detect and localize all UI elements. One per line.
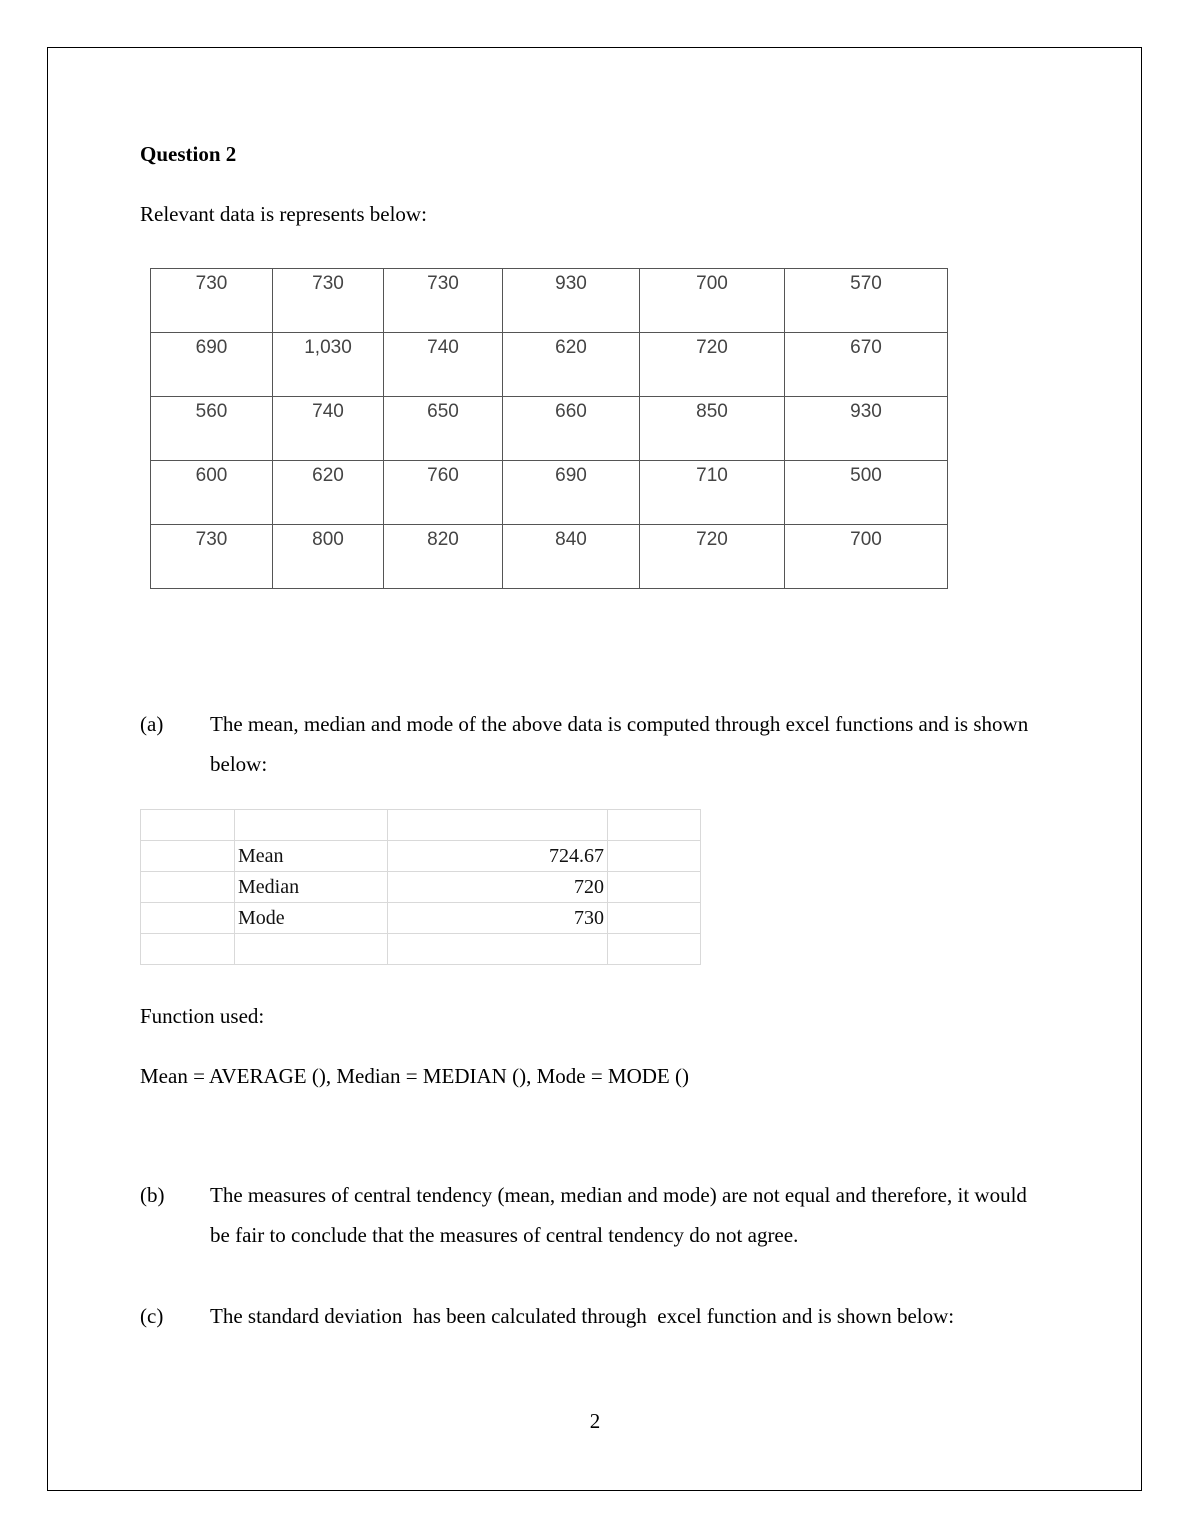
part-c-marker: (c) xyxy=(140,1304,164,1328)
table-cell: 730 xyxy=(384,269,503,333)
table-cell: 620 xyxy=(503,333,640,397)
part-a xyxy=(140,704,1040,784)
table-cell: 930 xyxy=(503,269,640,333)
table-cell: 800 xyxy=(273,525,384,589)
part-b-marker: (b) xyxy=(140,1183,165,1207)
table-cell: 850 xyxy=(640,397,785,461)
table-cell: 620 xyxy=(273,461,384,525)
table-cell: 840 xyxy=(503,525,640,589)
table-cell: 730 xyxy=(273,269,384,333)
table-cell: 730 xyxy=(151,269,273,333)
page-number: 2 xyxy=(589,1409,601,1433)
stats-table xyxy=(140,809,701,965)
part-c xyxy=(140,1296,1060,1336)
table-row xyxy=(141,903,701,934)
table-row xyxy=(151,525,948,589)
table-row xyxy=(141,810,701,841)
table-row xyxy=(151,333,948,397)
table-cell: 650 xyxy=(384,397,503,461)
table-cell: 700 xyxy=(640,269,785,333)
table-cell: 720 xyxy=(640,525,785,589)
functions-text: Mean = AVERAGE (), Median = MEDIAN (), Mode = MODE () xyxy=(140,1064,689,1088)
median-label: Median xyxy=(235,872,388,903)
table-cell: 1,030 xyxy=(273,333,384,397)
table-row xyxy=(151,461,948,525)
mode-value: 730 xyxy=(388,903,608,934)
table-cell: 930 xyxy=(785,397,948,461)
median-value: 720 xyxy=(388,872,608,903)
table-cell: 720 xyxy=(640,333,785,397)
table-cell: 560 xyxy=(151,397,273,461)
mode-label: Mode xyxy=(235,903,388,934)
function-used-label: Function used: xyxy=(140,1004,265,1028)
table-row xyxy=(151,397,948,461)
question-heading: Question 2 xyxy=(140,142,237,166)
part-b-text: The measures of central tendency (mean, median and mode) are not equal and therefore, it would be fair to conclude that the measures of central tendency do not agree. xyxy=(210,1183,1027,1247)
table-row xyxy=(141,934,701,965)
part-b xyxy=(140,1175,1040,1255)
table-cell: 600 xyxy=(151,461,273,525)
intro-text: Relevant data is represents below: xyxy=(140,202,427,226)
table-cell: 730 xyxy=(151,525,273,589)
data-table xyxy=(150,268,948,589)
part-a-marker: (a) xyxy=(140,712,164,736)
part-c-text: The standard deviation has been calculated through excel function and is shown below: xyxy=(210,1304,955,1328)
table-cell: 660 xyxy=(503,397,640,461)
table-row xyxy=(141,841,701,872)
table-cell: 710 xyxy=(640,461,785,525)
part-a-text: The mean, median and mode of the above data is computed through excel functions and is shown below: xyxy=(210,712,1029,776)
table-cell: 740 xyxy=(384,333,503,397)
table-cell: 740 xyxy=(273,397,384,461)
mean-label: Mean xyxy=(235,841,388,872)
table-cell: 670 xyxy=(785,333,948,397)
table-cell: 570 xyxy=(785,269,948,333)
table-cell: 760 xyxy=(384,461,503,525)
table-cell: 500 xyxy=(785,461,948,525)
table-cell: 820 xyxy=(384,525,503,589)
table-cell: 690 xyxy=(151,333,273,397)
table-row xyxy=(151,269,948,333)
table-cell: 700 xyxy=(785,525,948,589)
table-row xyxy=(141,872,701,903)
table-cell: 690 xyxy=(503,461,640,525)
mean-value: 724.67 xyxy=(388,841,608,872)
